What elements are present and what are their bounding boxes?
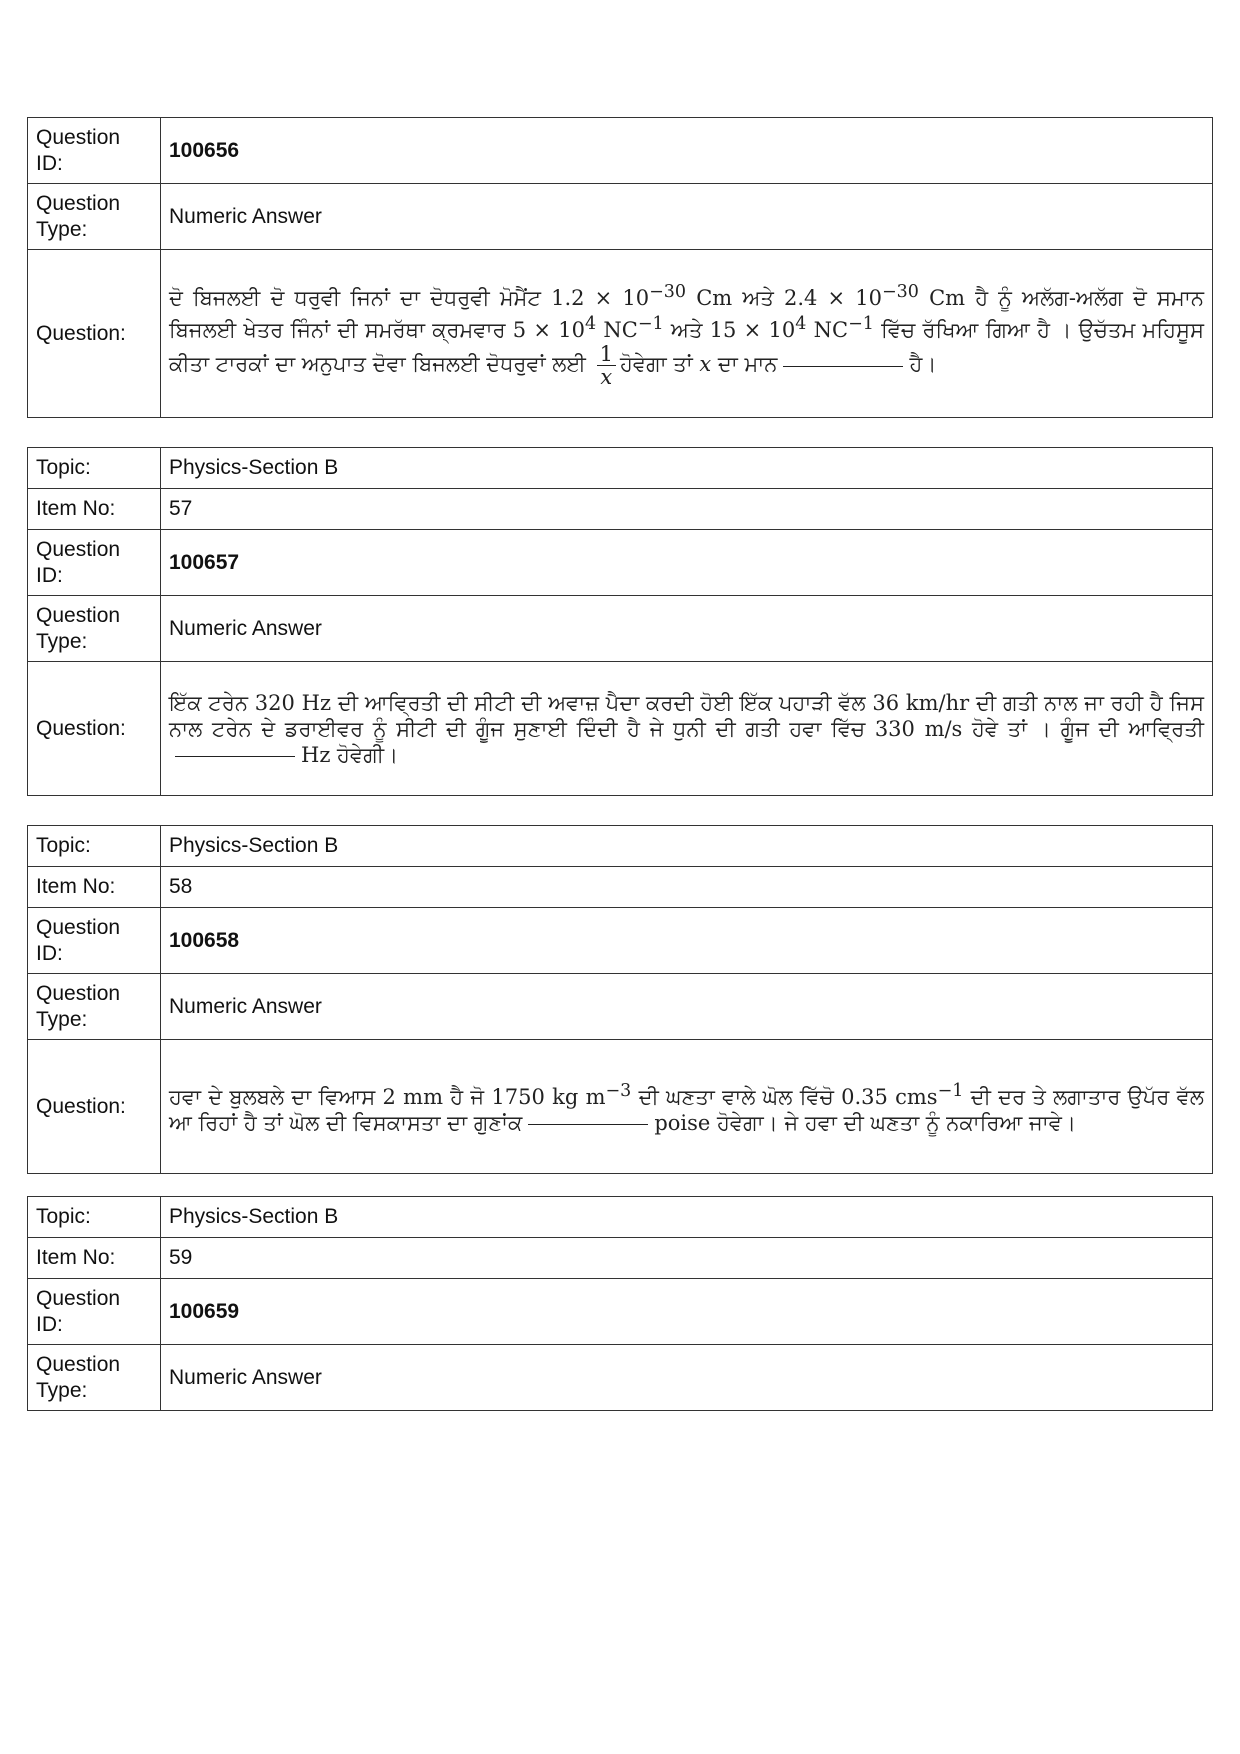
label-question-id: Question ID: bbox=[28, 118, 161, 184]
row-item-no bbox=[28, 1238, 1213, 1279]
question-text-part: ਹੋਵੇਗਾ ਤਾਂ bbox=[619, 352, 700, 376]
row-topic bbox=[28, 448, 1213, 489]
item-no-value: 59 bbox=[161, 1238, 1213, 1279]
question-text-part: ਹੈ। bbox=[909, 352, 937, 376]
row-topic bbox=[28, 826, 1213, 867]
question-text-part: ਦੋ ਬਿਜਲਈ ਦੋ ਧਰੁਵੀ ਜਿਨਾਂ ਦਾ ਦੋਧਰੁਵੀ ਮੋਮੈਂਟ 1.2 × 10 bbox=[169, 286, 650, 310]
fraction-denominator: x bbox=[600, 365, 613, 389]
question-text-part: Cm ਅਤੇ 2.4 × 10 bbox=[686, 286, 882, 310]
row-question-id bbox=[28, 908, 1213, 974]
item-no-value: 57 bbox=[161, 489, 1213, 530]
topic-value: Physics-Section B bbox=[161, 1197, 1213, 1238]
label-topic: Topic: bbox=[28, 1197, 161, 1238]
row-question bbox=[28, 662, 1213, 796]
question-text-part: ਦਾ ਮਾਨ bbox=[711, 352, 778, 376]
question-text-part: ਇੱਕ ਟਰੇਨ 320 Hz ਦੀ ਆਵ੍ਰਿਤੀ ਦੀ ਸੀਟੀ ਦੀ ਅਵਾਜ਼ ਪੈਦਾ ਕਰਦੀ ਹੋਈ ਇੱਕ ਪਹਾੜੀ ਵੱਲ 36 km/hr ਦੀ ਗਤੀ ਨਾਲ ਜਾ ਰਹੀ ਹੈ ਜਿਸ ਨਾਲ ਟਰੇਨ ਦੇ ਡਰਾਈਵਰ ਨੂੰ ਸੀਟੀ ਦੀ ਗੂੰਜ ਸੁਣਾਈ ਦਿੰਦੀ ਹੈ ਜੇ ਧੁਨੀ ਦੀ ਗਤੀ ਹਵਾ ਵਿੱਚ 330 m/s ਹੋਵੇ ਤਾਂ । ਗੂੰਜ ਦੀ ਆਵ੍ਰਿਤੀ bbox=[169, 690, 1204, 741]
question-text-part: ਹਵਾ ਦੇ ਬੁਲਬਲੇ ਦਾ ਵਿਆਸ 2 mm ਹੈ ਜੋ 1750 kg m bbox=[169, 1084, 606, 1109]
label-item-no: Item No: bbox=[28, 489, 161, 530]
row-question-type bbox=[28, 974, 1213, 1040]
question-id-value: 100658 bbox=[161, 908, 1213, 974]
exponent: −30 bbox=[649, 282, 687, 302]
exponent: −3 bbox=[605, 1080, 632, 1101]
label-question-type: Question Type: bbox=[28, 596, 161, 662]
row-item-no bbox=[28, 867, 1213, 908]
label-question-id: Question ID: bbox=[28, 908, 161, 974]
row-question-id bbox=[28, 530, 1213, 596]
question-text-part: poise ਹੋਵੇਗਾ। ਜੇ ਹਵਾ ਦੀ ਘਣਤਾ ਨੂੰ ਨਕਾਰਿਆ ਜਾਵੇ। bbox=[654, 1110, 1077, 1135]
row-question bbox=[28, 1040, 1213, 1174]
topic-value: Physics-Section B bbox=[161, 448, 1213, 489]
exponent: 4 bbox=[795, 314, 807, 334]
question-block-100657 bbox=[27, 447, 1213, 796]
label-question-id: Question ID: bbox=[28, 530, 161, 596]
question-text-part: ਅਤੇ 15 × 10 bbox=[663, 318, 796, 342]
question-block-100656 bbox=[27, 117, 1213, 418]
question-id-value: 100656 bbox=[161, 118, 1213, 184]
question-text bbox=[161, 250, 1213, 418]
row-question-id bbox=[28, 1279, 1213, 1345]
row-question bbox=[28, 250, 1213, 418]
label-question-id: Question ID: bbox=[28, 1279, 161, 1345]
question-type-value: Numeric Answer bbox=[161, 1345, 1213, 1411]
row-question-type bbox=[28, 596, 1213, 662]
exponent: 4 bbox=[585, 314, 597, 334]
topic-value: Physics-Section B bbox=[161, 826, 1213, 867]
item-no-value: 58 bbox=[161, 867, 1213, 908]
label-item-no: Item No: bbox=[28, 1238, 161, 1279]
question-text bbox=[161, 662, 1213, 796]
question-text-part: ਦੀ ਘਣਤਾ ਵਾਲੇ ਘੋਲ ਵਿੱਚੋ 0.35 cms bbox=[631, 1084, 938, 1109]
question-block-100659 bbox=[27, 1196, 1213, 1411]
question-text-part: NC bbox=[806, 318, 849, 342]
question-type-value: Numeric Answer bbox=[161, 184, 1213, 250]
row-question-type bbox=[28, 1345, 1213, 1411]
question-type-value: Numeric Answer bbox=[161, 596, 1213, 662]
fraction-numerator: 1 bbox=[597, 343, 616, 366]
label-topic: Topic: bbox=[28, 448, 161, 489]
exponent: −1 bbox=[637, 314, 664, 334]
question-id-value: 100657 bbox=[161, 530, 1213, 596]
question-id-value: 100659 bbox=[161, 1279, 1213, 1345]
label-item-no: Item No: bbox=[28, 867, 161, 908]
exponent: −1 bbox=[937, 1080, 964, 1101]
row-item-no bbox=[28, 489, 1213, 530]
variable-x: x bbox=[699, 352, 712, 376]
question-text-part: Hz ਹੋਵੇਗੀ। bbox=[301, 742, 399, 767]
label-question: Question: bbox=[28, 250, 161, 418]
label-topic: Topic: bbox=[28, 826, 161, 867]
label-question-type: Question Type: bbox=[28, 1345, 161, 1411]
question-text-part: ਵਿੱਚ ਰੱਖਿਆ ਗਿਆ ਹੈ । ਉਚੱਤਮ ਮਹਿਸੂਸ ਕੀਤਾ ਟਾਰਕਾਂ ਦਾ ਅਨੁਪਾਤ ਦੋਵਾ ਬਿਜਲਈ ਦੋਧਰੁਵਾਂ ਲਈ bbox=[169, 318, 1204, 376]
row-question-type bbox=[28, 184, 1213, 250]
label-question-type: Question Type: bbox=[28, 974, 161, 1040]
fraction-one-over-x bbox=[597, 343, 616, 388]
label-question: Question: bbox=[28, 662, 161, 796]
exponent: −1 bbox=[848, 314, 874, 334]
question-block-100658 bbox=[27, 825, 1213, 1174]
row-topic bbox=[28, 1197, 1213, 1238]
question-text bbox=[161, 1040, 1213, 1174]
label-question-type: Question Type: bbox=[28, 184, 161, 250]
question-text-part: Cm ਹੈ ਨੂੰ ਅਲੱਗ-ਅਲੱਗ ਦੋ ਸਮਾਨ ਬਿਜਲਈ ਖੇਤਰ ਜਿੰਨਾਂ ਦੀ ਸਮਰੱਥਾ ਕ੍ਰਮਵਾਰ 5 × 10 bbox=[169, 286, 1204, 342]
exponent: −30 bbox=[881, 282, 919, 302]
answer-blank bbox=[528, 1123, 648, 1125]
question-text-part: NC bbox=[596, 318, 638, 342]
answer-blank bbox=[783, 365, 903, 367]
row-question-id bbox=[28, 118, 1213, 184]
label-question: Question: bbox=[28, 1040, 161, 1174]
question-text-part: ਦੀ ਦਰ ਤੇ ਲਗਾਤਾਰ ਉਪੱਰ ਵੱਲ ਆ ਰਿਹਾਂ ਹੈ ਤਾਂ ਘੋਲ ਦੀ ਵਿਸਕਾਸਤਾ ਦਾ ਗੁਣਾਂਕ bbox=[169, 1084, 1204, 1135]
question-type-value: Numeric Answer bbox=[161, 974, 1213, 1040]
answer-blank bbox=[175, 755, 295, 757]
